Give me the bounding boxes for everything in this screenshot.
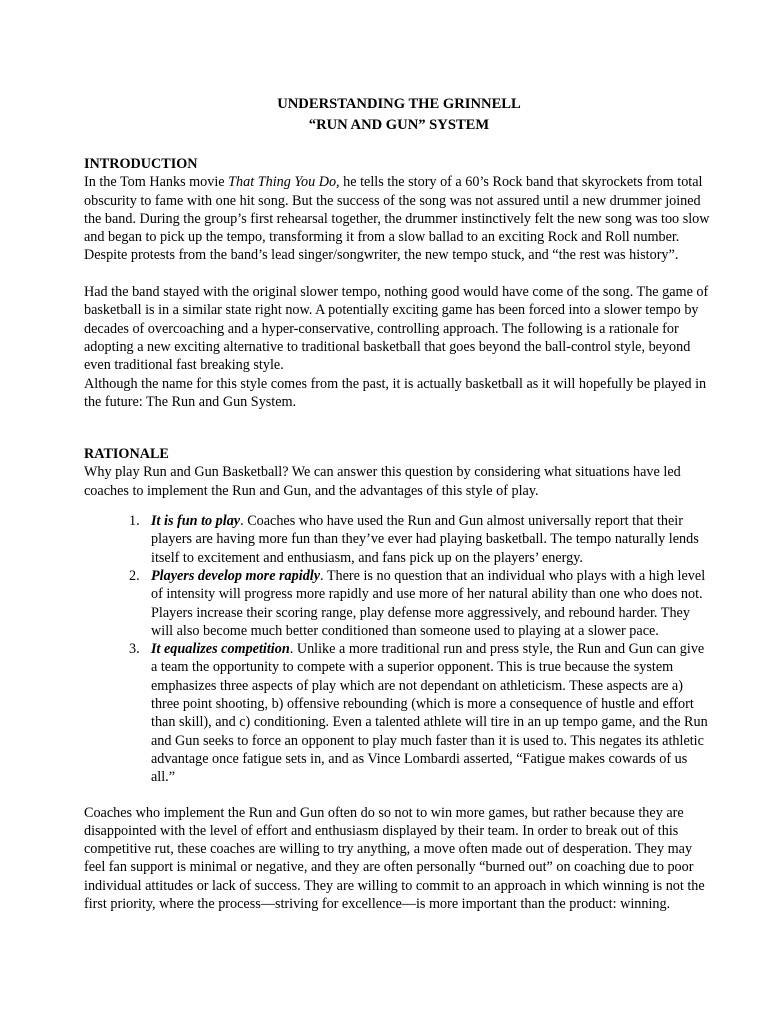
list-item-lead: It is fun to play: [151, 513, 241, 530]
list-item: [129, 567, 714, 640]
list-item: [129, 640, 714, 786]
rationale-list: [84, 512, 714, 786]
intro-p1-rest: he tells the story of a 60’s Rock band that skyrockets from total obscurity to fame with one hit song. But the success of the song was not assured until a new drummer joined the band. During the group’s first rehearsal together, the drummer instinctively felt the new song was too slow and began to pick up the tempo, transforming it from a slow ballad to an exciting Rock and Roll number. Despite protests from the band’s lead singer/songwriter, the new tempo stuck, and “the rest was history”.: [84, 174, 710, 264]
section-spacer: [84, 411, 714, 445]
document-title: [84, 94, 714, 136]
list-item-number: 1.: [129, 513, 140, 530]
rationale-closing-paragraph: Coaches who implement the Run and Gun often do so not to win more games, but rather because they are disappointed with the level of effort and enthusiasm displayed by their team. In order to break out of this competitive rut, these coaches are willing to try anything, a move often made out of desperation. They may feel fan support is minimal or negative, and they are often personally “burned out” on coaching due to poor individual attitudes or lack of success. They are willing to commit to an approach in which winning is not the first priority, where the process—striving for excellence—is more important than the product: winning.: [84, 804, 705, 912]
list-item: [129, 512, 714, 567]
list-item-number: 3.: [129, 641, 140, 658]
list-item-text: . Coaches who have used the Run and Gun almost universally report that their players are having more fun than they’ve ever had playing basketball. The tempo naturally lends itself to excitement and enthusiasm, and fans pick up on the players’ energy.: [151, 513, 699, 566]
list-item-lead: It equalizes competition: [151, 641, 290, 658]
intro-p1-start: In the Tom Hanks movie: [84, 174, 229, 191]
paragraph-spacer: [84, 787, 714, 804]
introduction-paragraph-2: Had the band stayed with the original slower tempo, nothing good would have come of the song. The game of basketball is in a similar state right now. A potentially exciting game has been forced into a slower tempo by decades of overcoaching and a hyper-conservative, controlling approach. The following is a rationale for adopting a new exciting alternative to traditional basketball that goes beyond the ball-control style, beyond even traditional fast breaking style.: [84, 284, 709, 374]
title-line-2: “RUN AND GUN” SYSTEM: [308, 117, 490, 133]
introduction-paragraph-3: Although the name for this style comes from the past, it is actually basketball as it will hopefully be played in the future: The Run and Gun System.: [84, 375, 707, 410]
introduction-heading: INTRODUCTION: [84, 156, 198, 172]
list-item-text: . Unlike a more traditional run and press style, the Run and Gun can give a team the opportunity to compete with a superior opponent. This is true because the system emphasizes three aspects of play which are not dependant on athleticism. These aspects are a) three point shooting, b) offensive rebounding (which is more a consequence of hustle and effort than skill), and c) conditioning. Even a talented athlete will tire in an up tempo game, and the Run and Gun seeks to force an opponent to play much faster than it is used to. This negates its athletic advantage once fatigue sets in, and as Vince Lombardi asserted, “Fatigue makes cowards of us all.”: [151, 641, 708, 786]
movie-title: That Thing You Do,: [228, 174, 340, 191]
rationale-heading: RATIONALE: [84, 446, 169, 463]
rationale-intro: Why play Run and Gun Basketball? We can answer this question by considering what situations have led coaches to implement the Run and Gun, and the advantages of this style of play.: [84, 464, 681, 499]
document-body: [84, 94, 714, 913]
list-item-text: . There is no question that an individual who plays with a high level of intensity will progress more rapidly and use more of her natural ability than one who does not. Players increase their scoring range, play defense more aggressively, and rebound harder. They will also become much better conditioned than someone used to playing at a slower pace.: [151, 567, 706, 639]
list-item-lead: Players develop more rapidly: [151, 567, 321, 584]
list-item-number: 2.: [129, 567, 140, 584]
introduction-paragraph-1: [84, 173, 714, 264]
title-line-1: UNDERSTANDING THE GRINNELL: [277, 96, 521, 112]
paragraph-spacer: [84, 265, 714, 283]
